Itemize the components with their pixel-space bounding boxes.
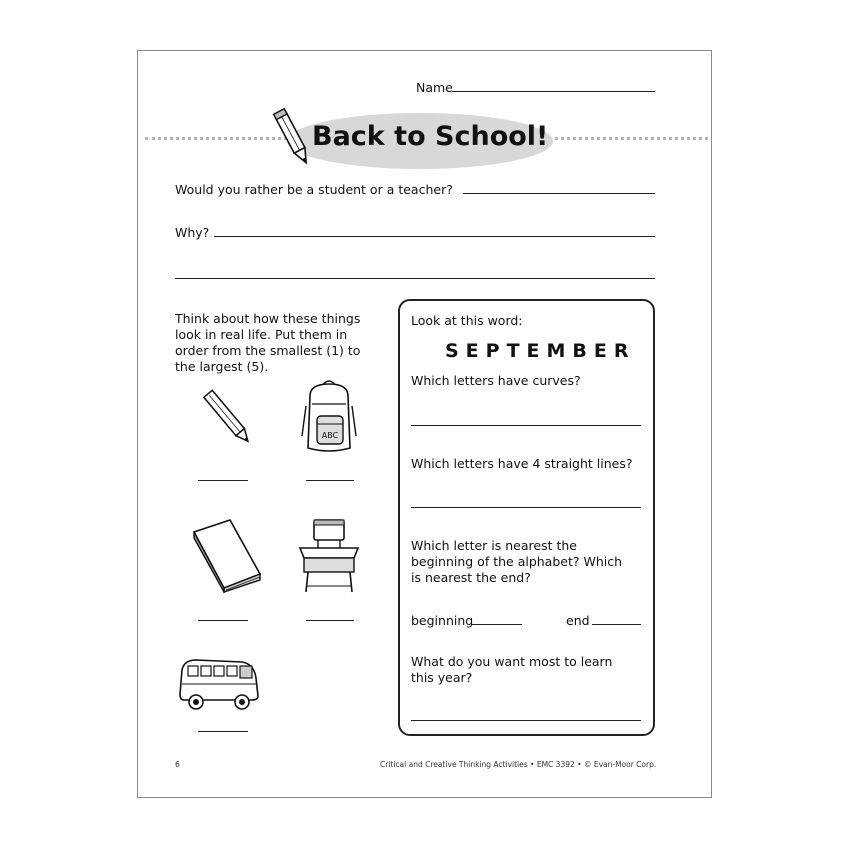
desk-icon (296, 518, 362, 594)
question-nearest-line-1: Which letter is nearest the (411, 538, 577, 553)
dotted-divider-right (548, 137, 708, 140)
backpack-icon (300, 376, 358, 456)
question-learn-line-1: What do you want most to learn (411, 654, 613, 669)
school-bus-icon (176, 654, 262, 712)
answer-line-beginning (472, 624, 522, 625)
ordering-instructions-line-3: order from the smallest (1) to (175, 343, 361, 358)
word-intro: Look at this word: (411, 313, 523, 328)
book-icon (190, 518, 265, 593)
desk-rank-line (306, 620, 354, 621)
pencil-icon (270, 106, 316, 170)
answer-line-curves (411, 425, 641, 426)
answer-line-straight-lines (411, 507, 641, 508)
answer-line-learn (411, 720, 641, 721)
beginning-label: beginning (411, 613, 474, 628)
pencil-item-icon (198, 384, 260, 452)
question-nearest-line-3: is nearest the end? (411, 570, 531, 585)
footer-credit: Critical and Creative Thinking Activities • EMC 3392 • © Evan-Moor Corp. (380, 760, 657, 769)
name-answer-line (452, 91, 655, 92)
page-number: 6 (175, 760, 180, 769)
featured-word: SEPTEMBER (445, 340, 636, 362)
end-label: end (566, 613, 590, 628)
page-title: Back to School! (312, 121, 549, 152)
bus-rank-line (198, 731, 248, 732)
answer-line-why-2 (175, 278, 655, 279)
answer-line-end (592, 624, 641, 625)
answer-line-student-teacher (463, 193, 655, 194)
question-student-teacher: Would you rather be a student or a teacher? (175, 182, 453, 197)
question-learn-line-2: this year? (411, 670, 473, 685)
question-straight-lines: Which letters have 4 straight lines? (411, 456, 633, 471)
question-nearest-line-2: beginning of the alphabet? Which (411, 554, 623, 569)
ordering-instructions-line-1: Think about how these things (175, 311, 361, 326)
ordering-instructions-line-2: look in real life. Put them in (175, 327, 348, 342)
answer-line-why (214, 236, 655, 237)
question-why: Why? (175, 225, 210, 240)
question-curves: Which letters have curves? (411, 373, 581, 388)
name-label: Name (416, 80, 453, 95)
pencil-rank-line (198, 480, 248, 481)
svg-text:ABC: ABC (321, 431, 339, 440)
backpack-rank-line (306, 480, 354, 481)
ordering-instructions-line-4: the largest (5). (175, 359, 269, 374)
book-rank-line (198, 620, 248, 621)
